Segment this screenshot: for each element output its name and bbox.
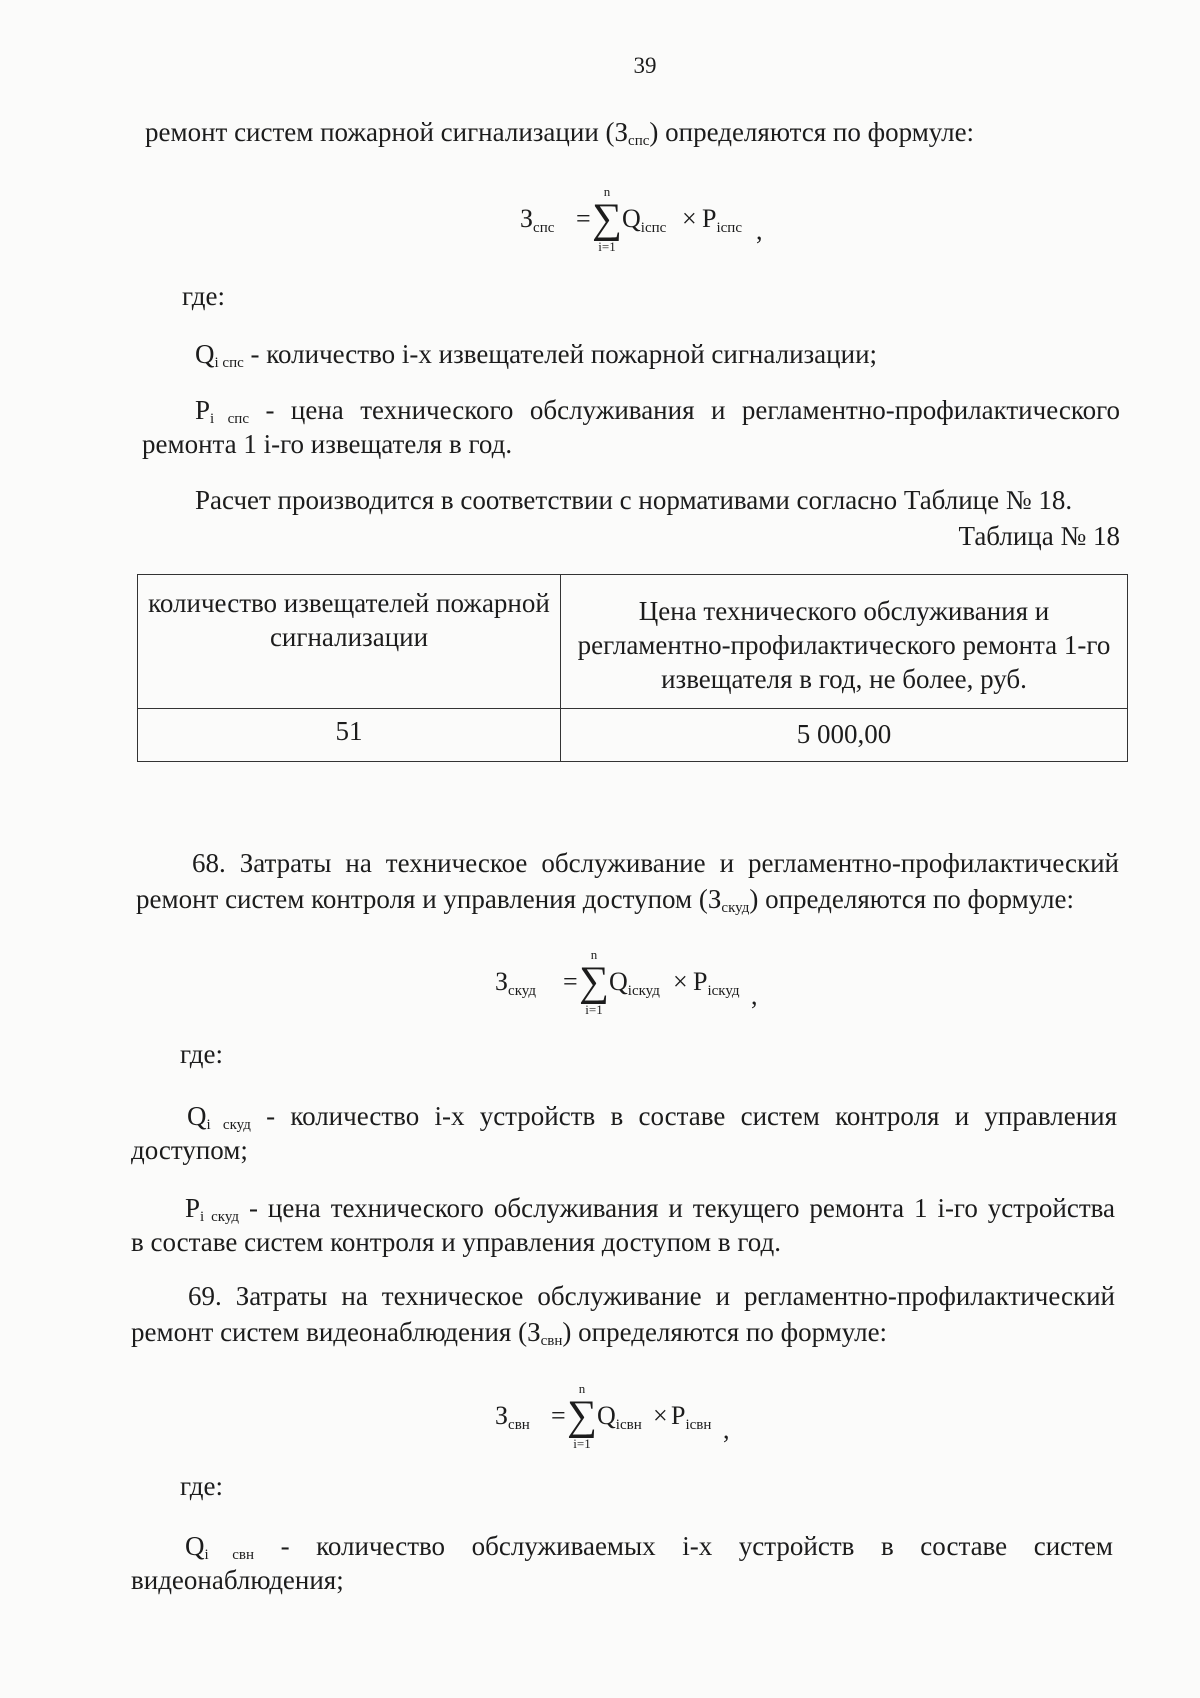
- formula-spс: [520, 184, 763, 265]
- para69-line2: ремонт систем видеонаблюдения $(З_{свн})$ определяются по формуле:: [131, 1317, 888, 1349]
- where-label: где:: [180, 1471, 223, 1501]
- table-cell-price: 5 000,00: [561, 709, 1128, 762]
- intro-text-b: ) определяются по формуле:: [649, 117, 975, 147]
- table-18: [137, 574, 1128, 762]
- formula-times: ×: [653, 1401, 668, 1430]
- sum-sign: n ∑ i=1: [579, 947, 609, 1017]
- definition-q-svn-line2: видеонаблюдения;: [131, 1565, 344, 1595]
- formula-q: $Q_{iспс}$: [622, 204, 667, 236]
- definition-p-skud-line1: $P_{i скуд}$ - цена технического обслуживания и текущего ремонта 1 i-го устройства: [185, 1193, 1115, 1225]
- definition-q-skud-line2: доступом;: [131, 1135, 248, 1165]
- formula-q: $Q_{iсвн}$: [597, 1401, 642, 1433]
- definition-q-sps: $Q_{i спс}$ - количество i-х извещателей пожарной сигнализации;: [195, 339, 878, 371]
- calc-note: Расчет производится в соответствии с нормативами согласно Таблице № 18.: [195, 485, 1073, 515]
- formula-times: ×: [673, 967, 688, 996]
- formula-comma: ,: [751, 981, 758, 1010]
- table-row: [138, 709, 1128, 762]
- formula-lhs: $З_{скуд}$: [495, 967, 536, 999]
- sum-sign: n ∑ i=1: [592, 184, 622, 254]
- definition-p-sps-line1: $P_{i спс}$ - цена технического обслуживания и регламентно-профилактического: [195, 395, 1120, 427]
- page-number: 39: [633, 53, 657, 78]
- intro-line: [145, 116, 974, 150]
- formula-svn: [495, 1382, 735, 1462]
- table-caption: Таблица № 18: [958, 521, 1120, 551]
- formula-eq: =: [563, 967, 578, 996]
- formula-eq: =: [551, 1401, 566, 1430]
- para69-line1: 69. Затраты на техническое обслуживание и регламентно-профилактический: [188, 1281, 1115, 1311]
- table-cell-count: 51: [138, 709, 561, 762]
- formula-p: $P_{iспс}$: [702, 204, 742, 236]
- formula-comma: ,: [756, 216, 763, 245]
- definition-p-skud-line2: в составе систем контроля и управления доступом в год.: [131, 1227, 781, 1257]
- formula-times: ×: [682, 204, 697, 233]
- definition-q-skud-line1: $Q_{i скуд}$ - количество i-х устройств в составе систем контроля и управления: [187, 1101, 1118, 1133]
- formula-q: $Q_{iскуд}$: [609, 967, 660, 999]
- sum-sign: n ∑ i=1: [567, 1381, 597, 1451]
- formula-p: $P_{iсвн}$: [671, 1401, 712, 1433]
- intro-subscript: спс: [628, 133, 650, 149]
- table-header-col1: количество извещателей пожарной сигнализации: [138, 575, 561, 709]
- formula-p: $P_{iскуд}$: [693, 967, 740, 999]
- formula-lhs: $З_{спс}$: [520, 204, 555, 236]
- formula-eq: =: [576, 204, 591, 233]
- formula-lhs: $З_{свн}$: [495, 1401, 530, 1433]
- intro-text-a: ремонт систем пожарной сигнализации (З: [145, 117, 629, 147]
- para68-line2: ремонт систем контроля и управления доступом $(З_{скуд})$ определяются по формуле:: [136, 884, 1075, 916]
- formula-skud: [495, 947, 758, 1028]
- where-label: где:: [180, 1039, 223, 1069]
- table-header-col2: Цена технического обслуживания и регламентно-профилактического ремонта 1-го извещателя в год, не более, руб.: [561, 575, 1128, 709]
- formula-comma: ,: [723, 1415, 730, 1444]
- where-label: где:: [182, 281, 225, 311]
- para68-line1: 68. Затраты на техническое обслуживание и регламентно-профилактический: [192, 848, 1119, 878]
- table-header-row: [138, 575, 1128, 709]
- definition-q-svn-line1: $Q_{i свн}$ - количество обслуживаемых i-х устройств в составе систем: [185, 1531, 1113, 1563]
- definition-p-sps-line2: ремонта 1 i-го извещателя в год.: [142, 429, 513, 459]
